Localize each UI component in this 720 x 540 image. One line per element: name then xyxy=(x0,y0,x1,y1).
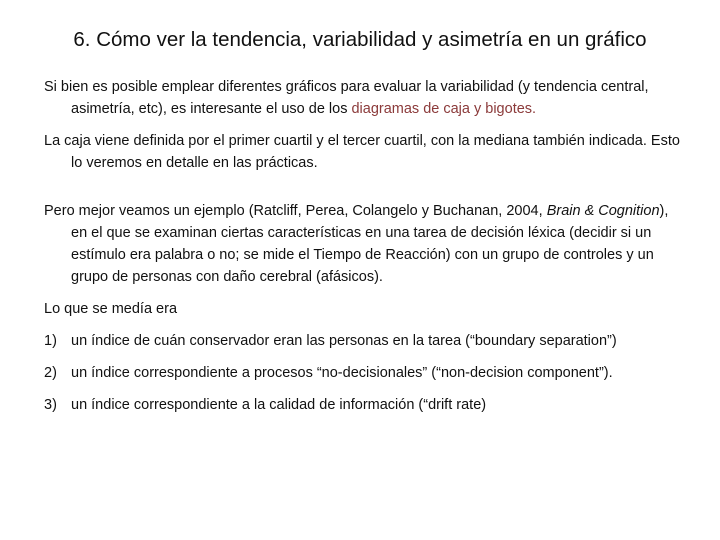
paragraph-intro xyxy=(44,76,684,120)
example-text-after: ), en el que se examinan ciertas características en una tarea de decisión léxica (decidir si un estímulo era palabra o no; se mide el Tiempo de Reacción) con un grupo de controles y un grupo de personas con daño cerebral (afásicos). xyxy=(71,203,669,285)
list-item xyxy=(44,394,684,416)
list-item-text: un índice correspondiente a la calidad de información (“drift rate) xyxy=(71,397,487,413)
slide-body xyxy=(44,76,684,426)
list-item-number: 2) xyxy=(44,365,57,381)
paragraph-example xyxy=(44,200,684,288)
paragraph-intro-text: Si bien es posible emplear diferentes gráficos para evaluar la variabilidad (y tendencia central, asimetría, etc), es interesante el uso de los xyxy=(44,79,649,117)
list-item-number: 1) xyxy=(44,333,57,349)
paragraph-measured: Lo que se medía era xyxy=(44,301,178,317)
paragraph-box-definition: La caja viene definida por el primer cuartil y el tercer cuartil, con la mediana también indicada. Esto lo veremos en detalle en las prácticas. xyxy=(44,133,680,171)
list-item xyxy=(44,362,684,384)
list-item-number: 3) xyxy=(44,397,57,413)
list-item-text: un índice correspondiente a procesos “no-decisionales” (“non-decision component”). xyxy=(71,365,613,381)
slide-title: 6. Cómo ver la tendencia, variabilidad y asimetría en un gráfico xyxy=(73,28,647,51)
list-item-text: un índice de cuán conservador eran las personas en la tarea (“boundary separation”) xyxy=(71,333,617,349)
journal-name: Brain & Cognition xyxy=(546,203,660,219)
boxplot-highlight: diagramas de caja y bigotes. xyxy=(351,101,537,117)
example-text-before: Pero mejor veamos un ejemplo (Ratcliff, Perea, Colangelo y Buchanan, 2004, xyxy=(44,203,547,219)
list-item xyxy=(44,330,684,352)
